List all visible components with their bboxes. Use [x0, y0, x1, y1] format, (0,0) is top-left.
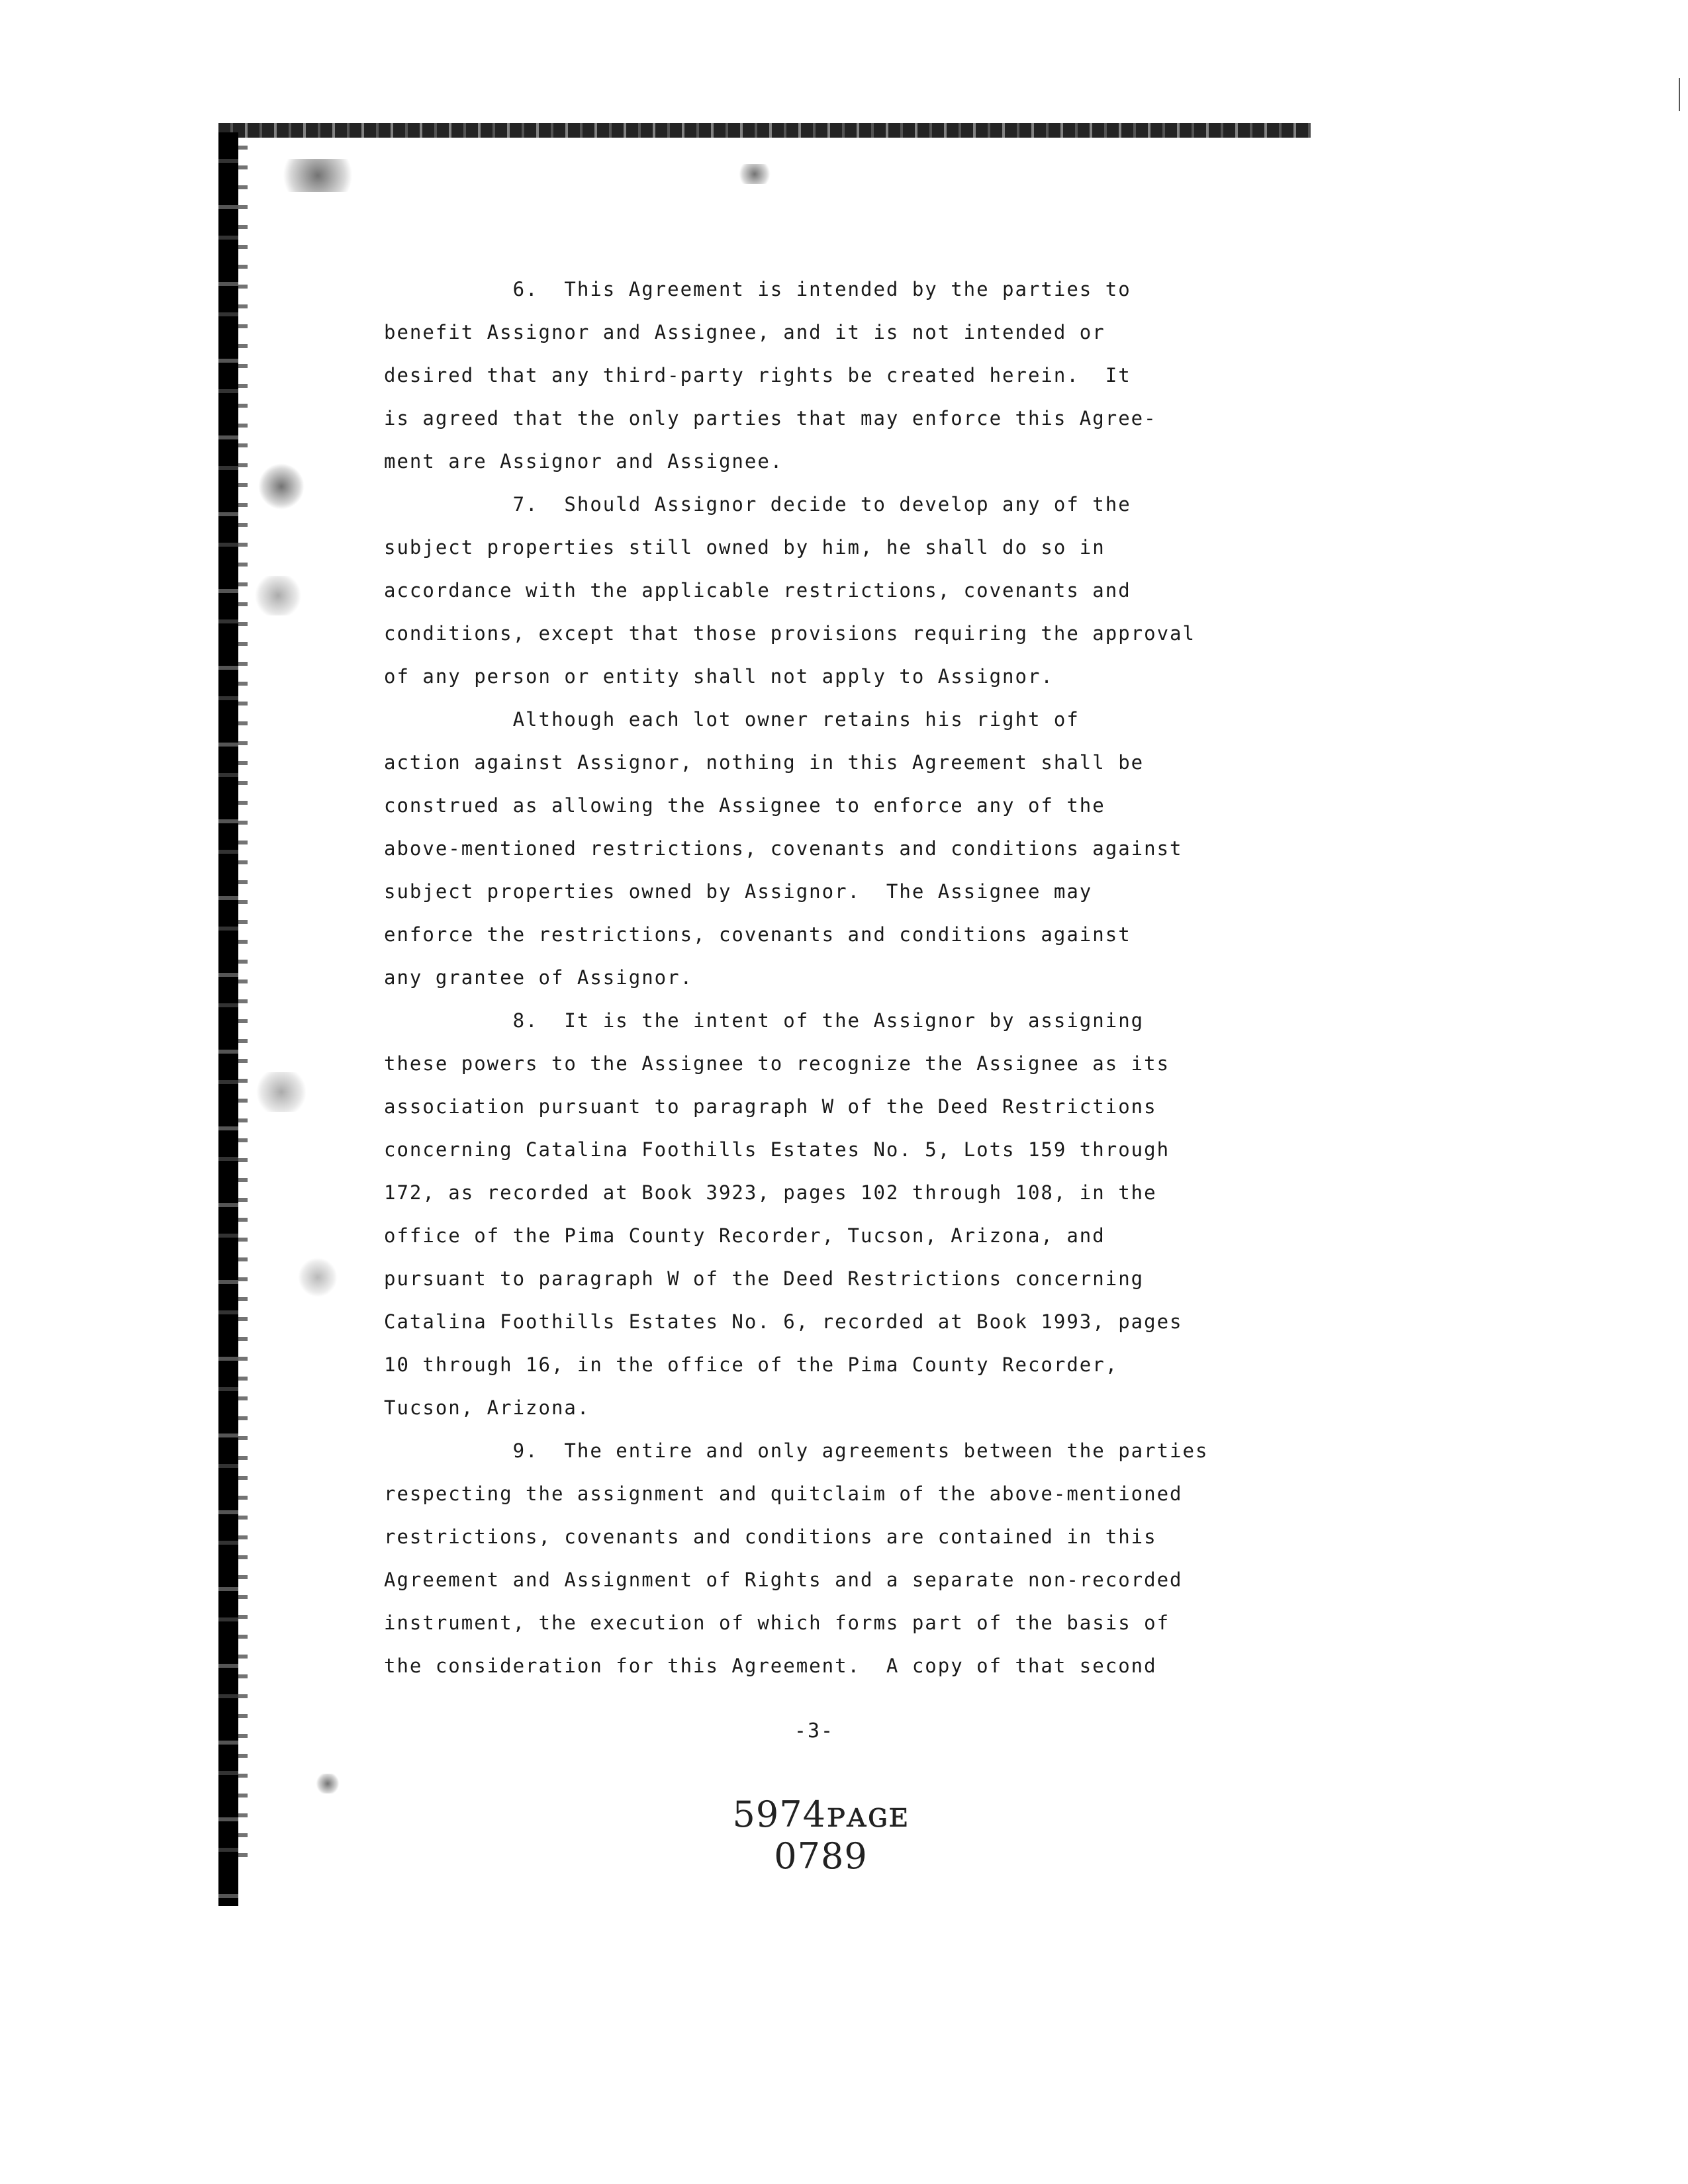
- body-line-11: Although each lot owner retains his right of: [384, 708, 1080, 731]
- body-line-22: 172, as recorded at Book 3923, pages 102 through 108, in the: [384, 1181, 1157, 1204]
- body-line-3: desired that any third-party rights be created herein. It: [384, 364, 1131, 387]
- body-line-13: construed as allowing the Assignee to enforce any of the: [384, 794, 1105, 817]
- recording-stamp: 5974ᴘᴀɢᴇ 0789: [732, 1794, 910, 1877]
- body-line-32: instrument, the execution of which forms part of the basis of: [384, 1612, 1170, 1634]
- body-line-5: ment are Assignor and Assignee.: [384, 450, 784, 473]
- body-line-19: these powers to the Assignee to recognize the Assignee as its: [384, 1052, 1170, 1075]
- body-line-29: respecting the assignment and quitclaim of the above-mentioned: [384, 1482, 1183, 1505]
- body-line-33: the consideration for this Agreement. A copy of that second: [384, 1655, 1157, 1677]
- body-line-7: subject properties still owned by him, he shall do so in: [384, 536, 1105, 559]
- body-line-18: 8. It is the intent of the Assignor by assigning: [384, 1009, 1145, 1032]
- body-line-15: subject properties owned by Assignor. The Assignee may: [384, 880, 1093, 903]
- body-line-2: benefit Assignor and Assignee, and it is not intended or: [384, 321, 1105, 343]
- body-line-27: Tucson, Arizona.: [384, 1396, 590, 1419]
- scan-speck: [258, 463, 305, 510]
- scan-speck: [252, 576, 305, 615]
- scan-left-border: [218, 132, 238, 1906]
- body-line-31: Agreement and Assignment of Rights and a separate non-recorded: [384, 1569, 1183, 1591]
- body-line-1: 6. This Agreement is intended by the parties to: [384, 278, 1131, 300]
- body-line-4: is agreed that the only parties that may enforce this Agree-: [384, 407, 1157, 430]
- scan-speck: [314, 1774, 341, 1794]
- body-line-16: enforce the restrictions, covenants and conditions against: [384, 923, 1131, 946]
- scan-top-border: [218, 123, 1311, 138]
- body-line-8: accordance with the applicable restrictions, covenants and: [384, 579, 1131, 602]
- scan-speck: [298, 1257, 338, 1297]
- body-line-20: association pursuant to paragraph W of the Deed Restrictions: [384, 1095, 1157, 1118]
- body-line-23: office of the Pima County Recorder, Tucson, Arizona, and: [384, 1224, 1105, 1247]
- body-line-24: pursuant to paragraph W of the Deed Restrictions concerning: [384, 1267, 1145, 1290]
- body-line-28: 9. The entire and only agreements between the parties: [384, 1439, 1209, 1462]
- scan-left-shadow: [238, 146, 248, 1866]
- scan-speck: [735, 164, 774, 184]
- scan-speck: [271, 159, 364, 192]
- body-line-30: restrictions, covenants and conditions are contained in this: [384, 1525, 1157, 1548]
- scan-speck: [252, 1072, 311, 1112]
- page-number: -3-: [794, 1719, 835, 1743]
- scan-corner-mark: [1679, 78, 1680, 111]
- body-line-6: 7. Should Assignor decide to develop any of the: [384, 493, 1131, 516]
- body-line-9: conditions, except that those provisions requiring the approval: [384, 622, 1196, 645]
- body-line-21: concerning Catalina Foothills Estates No. 5, Lots 159 through: [384, 1138, 1170, 1161]
- document-body: [384, 268, 1244, 1688]
- body-line-10: of any person or entity shall not apply to Assignor.: [384, 665, 1054, 688]
- body-line-14: above-mentioned restrictions, covenants and conditions against: [384, 837, 1183, 860]
- body-line-17: any grantee of Assignor.: [384, 966, 694, 989]
- body-line-12: action against Assignor, nothing in this Agreement shall be: [384, 751, 1145, 774]
- body-line-26: 10 through 16, in the office of the Pima County Recorder,: [384, 1353, 1119, 1376]
- body-line-25: Catalina Foothills Estates No. 6, recorded at Book 1993, pages: [384, 1310, 1183, 1333]
